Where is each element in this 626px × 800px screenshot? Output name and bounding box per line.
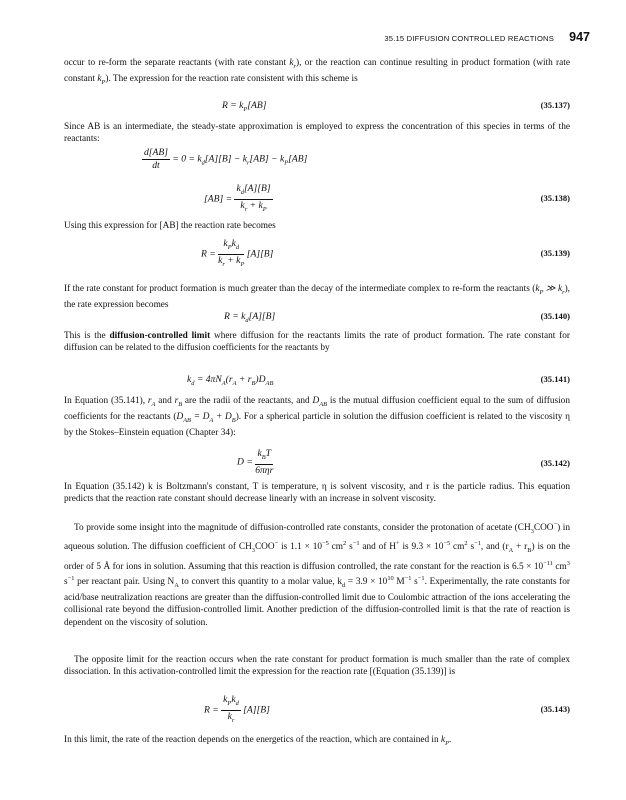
page-header xyxy=(64,31,590,47)
running-head: 35.15 DIFFUSION CONTROLLED REACTIONS xyxy=(384,34,554,43)
equation-number: (35.141) xyxy=(540,374,570,384)
steady-state-paragraph: Since AB is an intermediate, the steady-state approximation is employed to express the concentration of this species in terms of the reactants: xyxy=(64,122,570,145)
using-paragraph: Using this expression for [AB] the reaction rate becomes xyxy=(64,221,276,231)
equation-35-139: R = $\frac{k_Pk_d}{k_r + k_P}$ [A][B] (35.139) xyxy=(201,238,570,268)
equation-number: (35.137) xyxy=(540,100,570,110)
equation-number: (35.139) xyxy=(540,248,570,258)
equation-number: (35.143) xyxy=(540,704,570,714)
equation-35-137: $R = k_P[AB]$ (35.137) xyxy=(222,100,570,113)
equation-35-143: R = $\frac{k_Pk_d}{k_r}$ [A][B] (35.143) xyxy=(204,694,570,724)
intro-paragraph: occur to re-form the separate reactants (with rate constant $k_r$), or the reaction can continue resulting in product formation (with rate constant $k_P$). The expression for the reaction rate consistent with this scheme is xyxy=(64,58,570,87)
equation-rate-of-change: $\frac{d[AB]}{dt}$ = $0 = k_d[A][B] - k_r[AB] - k_P[AB]$ xyxy=(144,147,308,171)
equation-number: (35.142) xyxy=(540,458,570,468)
equation-number: (35.138) xyxy=(540,193,570,203)
final-paragraph: In this limit, the rate of the reaction depends on the energetics of the reaction, which are contained in $k_P$. xyxy=(64,735,452,747)
diffusion-limit-paragraph: This is the diffusion-controlled limit where diffusion for the reactants limits the rate of product formation. The rate constant for diffusion can be related to the diffusion coefficients for the reactants by xyxy=(64,331,570,354)
equation-35-138: [AB] = $\frac{k_d[A][B]}{k_r + k_P}$ (35.138) xyxy=(204,183,570,213)
page-number: 947 xyxy=(569,30,590,44)
acetate-example-paragraph: To provide some insight into the magnitude of diffusion-controlled rate constants, consider the protonation of acetate $(CH_3COO^-)$ in aqueous solution. The diffusion coefficient of $CH_3COO^-$ is $1.1 \times 10^{-5}$ $cm^2$ $s^{-1}$ and of H+ is $9.3 \times 10^{-5}$ $cm^2$ $s^{-1}$, and $(r_A + r_B)$ is on the order of 5 Å for ions in solution. Assuming that this reaction is diffusion controlled, the rate constant for the reaction is $6.5 \times 10^{-11}$ $cm^3$ $s^{-1}$ per reactant pair. Using $N_A$ to convert this quantity to a molar value, $k_d = 3.9 \times 10^{10}$ $M^{-1}$ $s^{-1}$. Experimentally, the rate constants for acid/base neutralization reactions are greater than the diffusion-controlled limit due to Coulombic attraction of the ions accelerating the collisional rate beyond the diffusion-controlled limit. Another prediction of the diffusion-controlled limit is that the rate of reaction is dependent on the viscosity of solution. xyxy=(64,521,571,628)
equation-35-142: D = $\frac{k_BT}{\text{6πηr}}$ (35.142) xyxy=(237,448,570,476)
equation-35-141: $k_d = 4\pi N_A(r_A + r_B)D_{AB}$ (35.141) xyxy=(187,374,570,387)
limit-condition-paragraph: If the rate constant for product formation is much greater than the decay of the intermediate complex to re-form the reactants ($k_P$ ≫ $k_r$), the rate expression becomes xyxy=(64,284,570,311)
equation-35-140: $R = k_d[A][B]$ (35.140) xyxy=(224,311,570,324)
equation-number: (35.140) xyxy=(540,311,570,321)
stokes-einstein-paragraph: In Equation (35.142) k is Boltzmann's constant, T is temperature, η is solvent viscosity, and r is the particle radius. This equation predicts that the reaction rate constant should decrease linearly with an increase in solvent viscosity. xyxy=(64,482,570,505)
term-diffusion-controlled-limit: diffusion-controlled limit xyxy=(109,331,211,341)
radii-paragraph: In Equation (35.141), $r_A$ and $r_B$ are the radii of the reactants, and $D_{AB}$ is the mutual diffusion coefficient equal to the sum of diffusion coefficients for the reactants $(D_{AB} = D_A + D_B)$. For a spherical particle in solution the diffusion coefficient is related to the viscosity η by the Stokes–Einstein equation (Chapter 34): xyxy=(64,396,571,439)
activation-limit-paragraph: The opposite limit for the reaction occurs when the rate constant for product formation is much smaller than the rate of complex dissociation. In this activation-controlled limit the expression for the reaction rate [(Equation (35.139)] is xyxy=(64,655,570,678)
